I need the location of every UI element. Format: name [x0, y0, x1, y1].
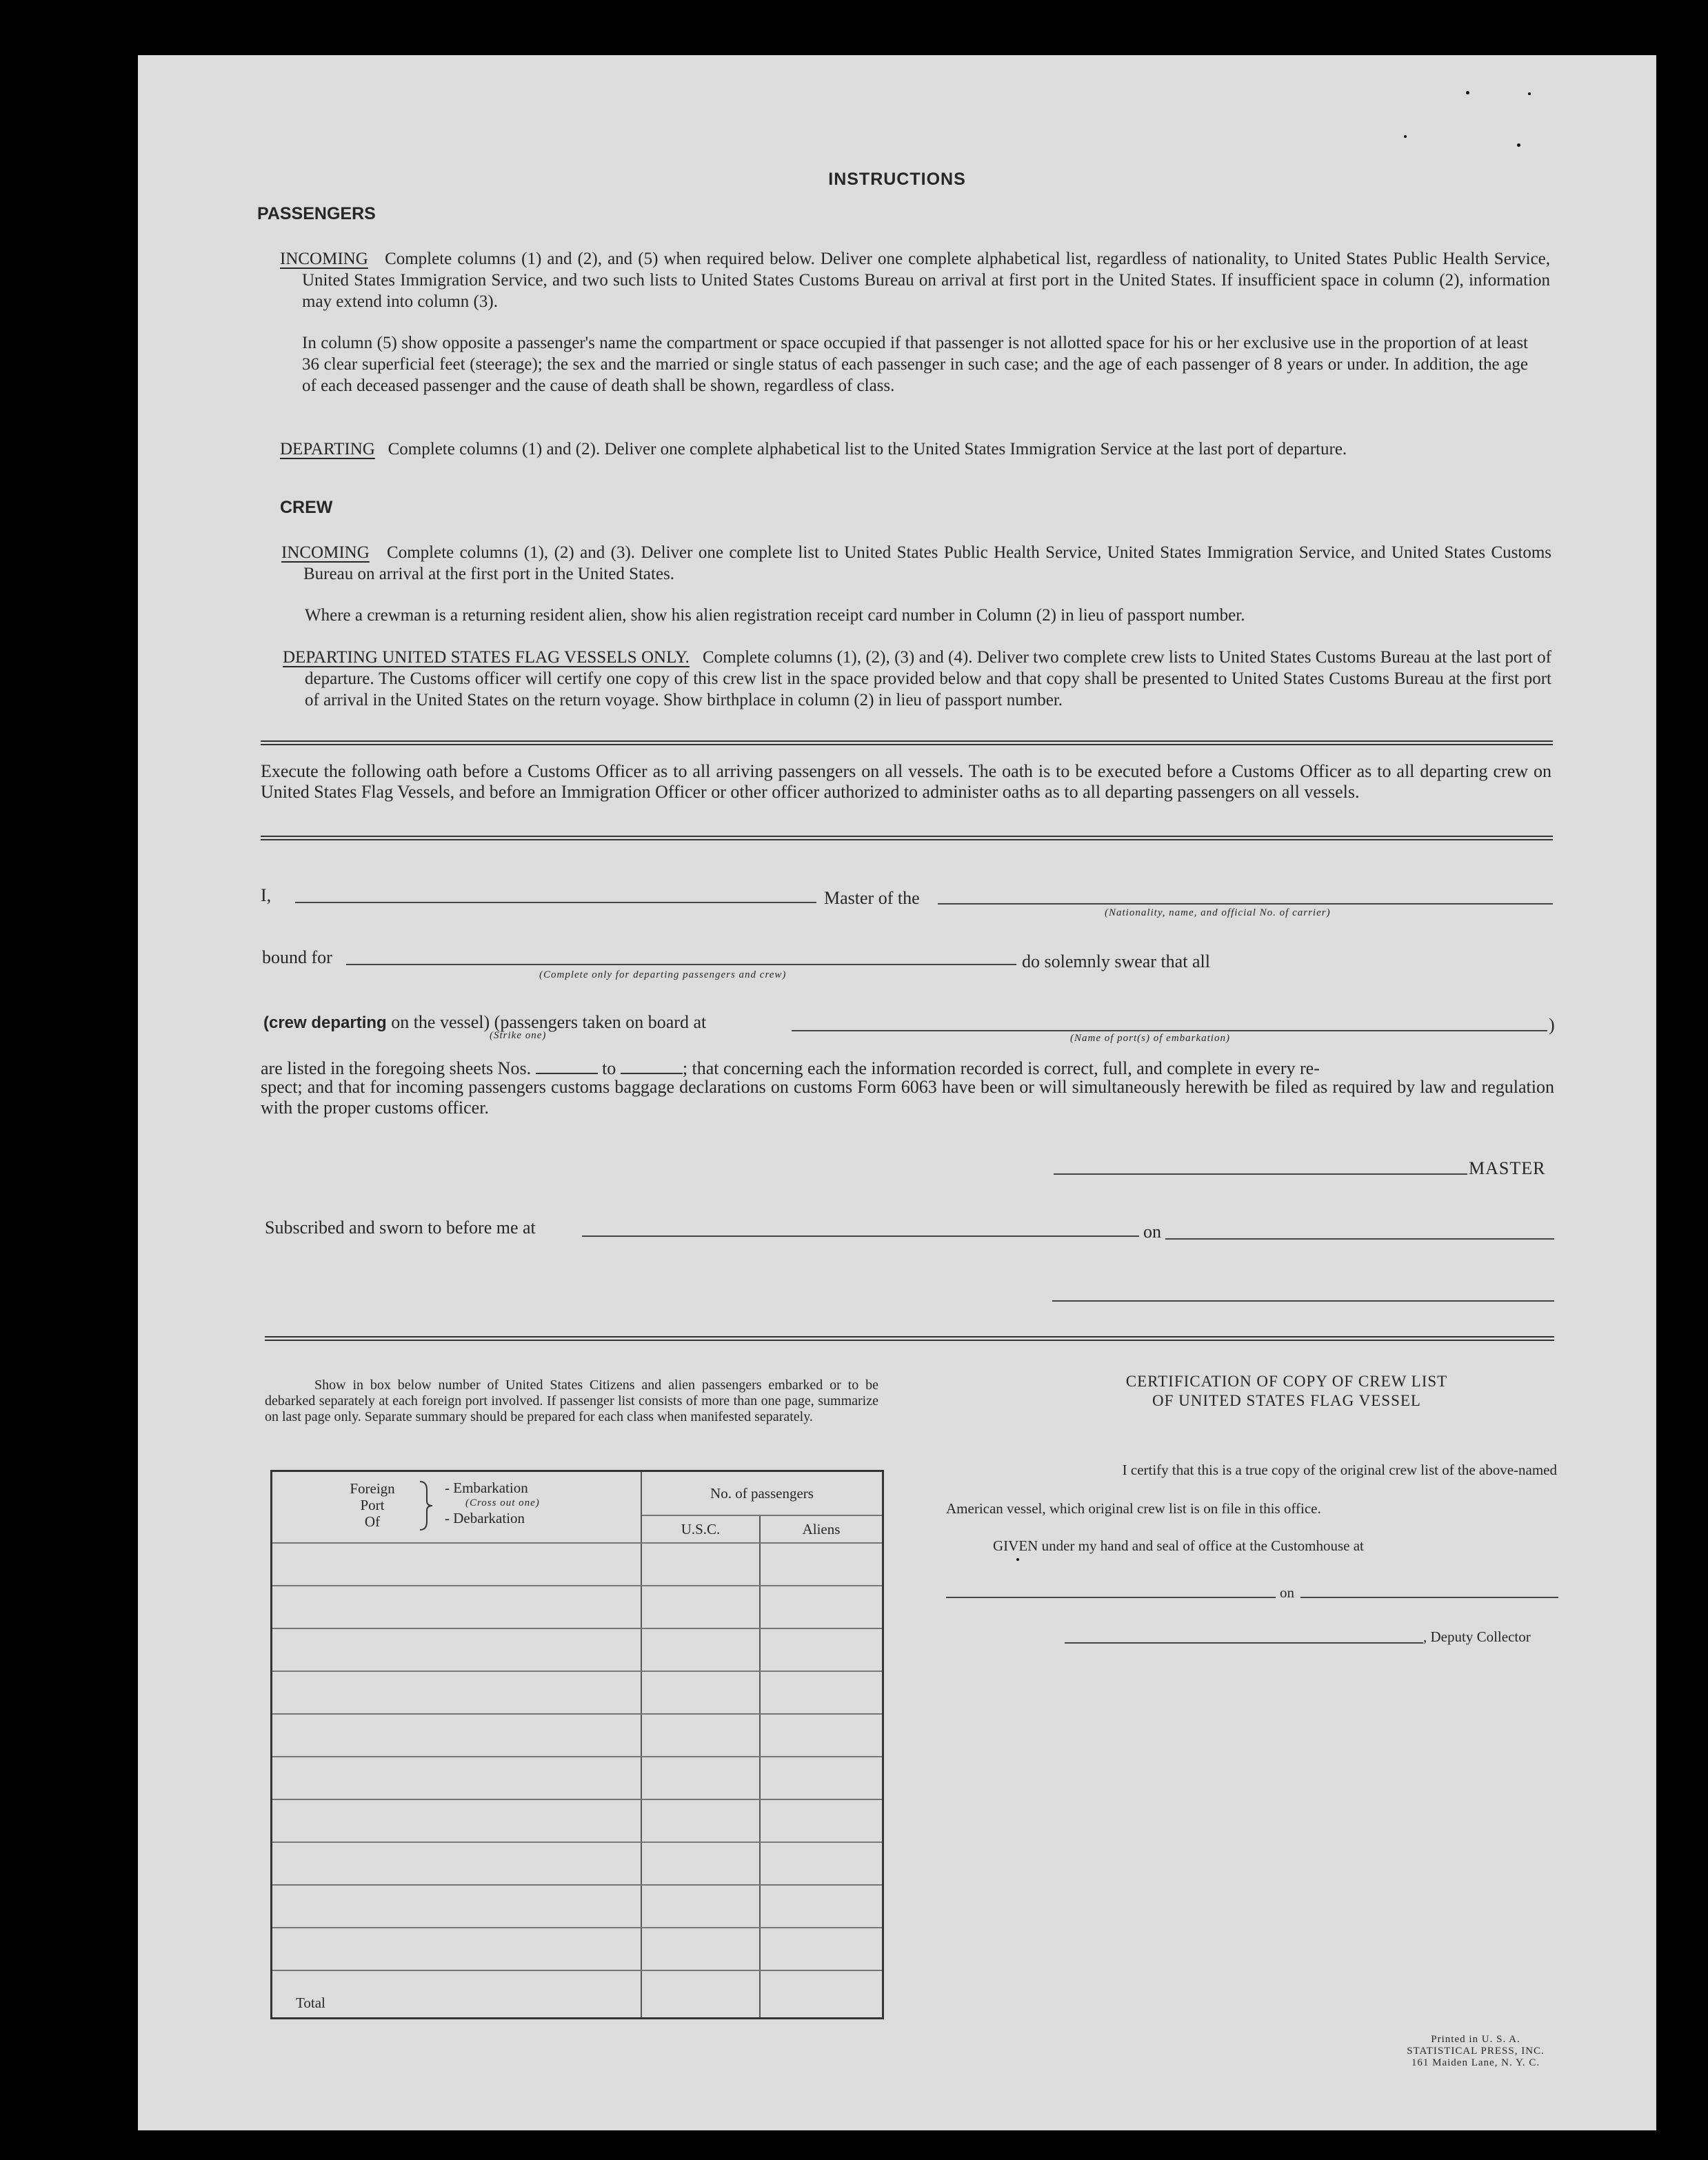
- usc-cell[interactable]: [641, 1671, 760, 1714]
- of-label: Of: [364, 1513, 381, 1530]
- deputy-collector-label: , Deputy Collector: [1423, 1628, 1531, 1645]
- nationality-caption: (Nationality, name, and official No. of carrier): [1105, 907, 1331, 918]
- page-title: INSTRUCTIONS: [828, 170, 966, 189]
- table-row: [272, 1586, 883, 1628]
- master-label: MASTER: [1469, 1158, 1546, 1178]
- port-header-cell: [272, 1471, 642, 1544]
- aliens-cell[interactable]: [760, 1714, 883, 1757]
- usc-cell[interactable]: [641, 1757, 760, 1799]
- debarkation-label: - Debarkation: [445, 1510, 525, 1526]
- cross-out-caption: (Cross out one): [465, 1497, 540, 1508]
- usc-cell[interactable]: [641, 1885, 760, 1928]
- listed-rest-1: ; that concerning each the information recorded is correct, full, and complete in every re-: [682, 1058, 1320, 1078]
- listed-line-1: [261, 1056, 1554, 1079]
- passengers-incoming-instruction: [280, 248, 1550, 312]
- customhouse-field[interactable]: [946, 1597, 1276, 1598]
- carrier-field[interactable]: [938, 903, 1553, 905]
- divider-1: [261, 740, 1553, 745]
- table-row: [272, 1543, 883, 1586]
- speck-mark: [1016, 1558, 1019, 1561]
- speck-mark: [1404, 135, 1407, 138]
- master-name-field[interactable]: [295, 902, 816, 903]
- bound-for-field[interactable]: [346, 964, 1016, 965]
- officer-signature-field[interactable]: [1052, 1300, 1554, 1302]
- crew-incoming-text: Complete columns (1), (2) and (3). Deliver one complete list to United States Public Health Service, United States Immigration Service, and United States Customs Bureau on arrival at the first port in the United States.: [303, 543, 1552, 583]
- total-label: Total: [272, 1970, 642, 2019]
- aliens-cell[interactable]: [760, 1757, 883, 1799]
- total-usc-cell[interactable]: [641, 1970, 760, 2019]
- crew-resident-instruction: Where a crewman is a returning resident alien, show his alien registration receipt card number in Column (2) in lieu of passport number.: [305, 606, 1245, 625]
- aliens-cell[interactable]: [760, 1842, 883, 1885]
- port-label: Port: [360, 1497, 385, 1513]
- certify-line-1: I certify that this is a true copy of the original crew list of the above-named: [1122, 1462, 1557, 1478]
- port-cell[interactable]: [272, 1842, 642, 1885]
- crew-departing-instruction: [283, 647, 1551, 711]
- table-row: [272, 1714, 883, 1757]
- table-row: [272, 1671, 883, 1714]
- sheet-from-field[interactable]: [536, 1056, 598, 1074]
- no-of-passengers-header: No. of passengers: [641, 1471, 883, 1516]
- usc-cell[interactable]: [641, 1586, 760, 1628]
- close-paren: ): [1549, 1015, 1555, 1035]
- table-row: [272, 1628, 883, 1671]
- crew-heading: CREW: [280, 498, 333, 517]
- brace-icon: [417, 1480, 435, 1531]
- sworn-date-field[interactable]: [1165, 1238, 1554, 1240]
- table-row: [272, 1757, 883, 1799]
- printer-imprint: [1365, 2034, 1586, 2069]
- deputy-signature-field[interactable]: [1065, 1642, 1423, 1644]
- foreign-label: Foreign: [350, 1480, 395, 1497]
- printer-line-1: Printed in U. S. A.: [1431, 2034, 1520, 2045]
- passengers-heading: PASSENGERS: [257, 204, 376, 223]
- table-row: [272, 1928, 883, 1970]
- port-cell[interactable]: [272, 1714, 642, 1757]
- certification-on-word: on: [1280, 1584, 1294, 1601]
- passengers-incoming-label: INCOMING: [280, 250, 368, 268]
- table-row: [272, 1842, 883, 1885]
- passengers-incoming-text: Complete columns (1) and (2), and (5) when required below. Deliver one complete alphabetical list, regardless of nationality, to United States Public Health Service, United States Immigration Service, and two such lists to United States Customs Bureau on arrival at first port in the United States. If insufficient space in column (2), information may extend into column (3).: [302, 250, 1551, 311]
- complete-only-caption: (Complete only for departing passengers and crew): [539, 969, 787, 980]
- crew-departing-label: (crew departing: [263, 1013, 387, 1032]
- passenger-summary-table: [270, 1470, 884, 2019]
- aliens-header: Aliens: [760, 1515, 883, 1543]
- ports-caption: (Name of port(s) of embarkation): [1070, 1033, 1230, 1044]
- table-header-row: [272, 1471, 883, 1516]
- table-row: [272, 1799, 883, 1842]
- usc-cell[interactable]: [641, 1928, 760, 1970]
- master-signature-field[interactable]: [1054, 1173, 1467, 1175]
- crew-departing-label: DEPARTING UNITED STATES FLAG VESSELS ONLY.: [283, 648, 690, 667]
- certification-title: [1003, 1372, 1571, 1411]
- divider-2: [261, 836, 1553, 840]
- swear-text: do solemnly swear that all: [1022, 951, 1210, 971]
- master-of-the-label: Master of the: [824, 888, 920, 908]
- usc-cell[interactable]: [641, 1842, 760, 1885]
- passengers-departing-label: DEPARTING: [280, 440, 375, 458]
- usc-cell[interactable]: [641, 1799, 760, 1842]
- aliens-cell[interactable]: [760, 1543, 883, 1586]
- given-text: GIVEN under my hand and seal of office at the Customhouse at: [993, 1537, 1364, 1554]
- usc-cell[interactable]: [641, 1714, 760, 1757]
- strike-one-caption: (Strike one): [490, 1030, 547, 1041]
- summary-note: Show in box below number of United States Citizens and alien passengers embarked or to be debarked separately at each foreign port involved. If passenger list consists of more than one page, summarize on last page only. Separate summary should be prepared for each class when manifested separately.: [265, 1377, 878, 1424]
- speck-mark: [1517, 143, 1520, 147]
- aliens-cell[interactable]: [760, 1671, 883, 1714]
- divider-3: [265, 1336, 1554, 1341]
- port-cell[interactable]: [272, 1543, 642, 1586]
- port-cell[interactable]: [272, 1586, 642, 1628]
- table-row: [272, 1885, 883, 1928]
- usc-cell[interactable]: [641, 1628, 760, 1671]
- certification-title-line2: OF UNITED STATES FLAG VESSEL: [1152, 1392, 1421, 1409]
- certification-title-line1: CERTIFICATION OF COPY OF CREW LIST: [1125, 1373, 1448, 1390]
- speck-mark: [1466, 91, 1469, 94]
- embarkation-ports-field[interactable]: [792, 1030, 1547, 1031]
- usc-cell[interactable]: [641, 1543, 760, 1586]
- aliens-cell[interactable]: [760, 1799, 883, 1842]
- certification-date-field[interactable]: [1300, 1597, 1558, 1598]
- aliens-cell[interactable]: [760, 1928, 883, 1970]
- sworn-on-word: on: [1143, 1222, 1161, 1242]
- passengers-taken-label: (passengers taken on board at: [494, 1012, 707, 1032]
- oath-i-label: I,: [261, 885, 272, 905]
- printer-line-3: 161 Maiden Lane, N. Y. C.: [1411, 2057, 1540, 2068]
- sheet-to-field[interactable]: [621, 1056, 683, 1074]
- certify-line-2: American vessel, which original crew list is on file in this office.: [946, 1500, 1321, 1517]
- strike-one-line: [263, 1012, 706, 1033]
- crew-incoming-label: INCOMING: [281, 543, 370, 562]
- port-cell[interactable]: [272, 1885, 642, 1928]
- embarkation-label: - Embarkation: [445, 1480, 528, 1496]
- crew-incoming-instruction: [281, 542, 1551, 585]
- oath-instruction: Execute the following oath before a Customs Officer as to all arriving passengers on all vessels. The oath is to be executed before a Customs Officer as to all departing crew on United States Flag Vessels, and before an Immigration Officer or other officer authorized to administer oaths as to all departing passengers on all vessels.: [261, 761, 1551, 802]
- total-aliens-cell[interactable]: [760, 1970, 883, 2019]
- passengers-column5-instruction: In column (5) show opposite a passenger's name the compartment or space occupied if that passenger is not allotted space for his or her exclusive use in the proportion of at least 36 clear superficial feet (steerage); the sex and the married or single status of each passenger in such case; and the age of each passenger of 8 years or under. In addition, the age of each deceased passenger and the cause of death shall be shown, regardless of class.: [302, 334, 1528, 395]
- bound-for-label: bound for: [262, 947, 332, 967]
- port-cell[interactable]: [272, 1799, 642, 1842]
- speck-mark: [1528, 92, 1531, 95]
- port-cell[interactable]: [272, 1757, 642, 1799]
- subscribed-label: Subscribed and sworn to before me at: [265, 1218, 536, 1238]
- port-cell[interactable]: [272, 1671, 642, 1714]
- to-word: to: [602, 1058, 616, 1078]
- printer-line-2: STATISTICAL PRESS, INC.: [1407, 2046, 1545, 2057]
- form-page: [138, 55, 1656, 2130]
- listed-line-2: spect; and that for incoming passengers customs baggage declarations on customs Form 6063 have been or will simultaneously herewith be filed as required by law and regulation with the proper customs officer.: [261, 1077, 1554, 1118]
- aliens-cell[interactable]: [760, 1586, 883, 1628]
- aliens-cell[interactable]: [760, 1628, 883, 1671]
- passengers-departing-text: Complete columns (1) and (2). Deliver one complete alphabetical list to the United States Immigration Service at the last port of departure.: [388, 440, 1347, 458]
- listed-start: are listed in the foregoing sheets Nos.: [261, 1058, 532, 1078]
- usc-header: U.S.C.: [641, 1515, 760, 1543]
- total-row: [272, 1970, 883, 2019]
- crew-departing-text: Complete columns (1), (2), (3) and (4). Deliver two complete crew lists to United States Customs Bureau at the last port of departure. The Customs officer will certify one copy of this crew list in the space provided below and that copy shall be presented to United States Customs Bureau at the first port of arrival in the United States on the return voyage. Show birthplace in column (2) in lieu of passport number.: [305, 648, 1551, 709]
- port-cell[interactable]: [272, 1628, 642, 1671]
- port-cell[interactable]: [272, 1928, 642, 1970]
- sworn-place-field[interactable]: [582, 1235, 1139, 1237]
- passengers-departing-instruction: [280, 438, 1550, 460]
- on-the-vessel-label: on the vessel): [391, 1012, 490, 1032]
- aliens-cell[interactable]: [760, 1885, 883, 1928]
